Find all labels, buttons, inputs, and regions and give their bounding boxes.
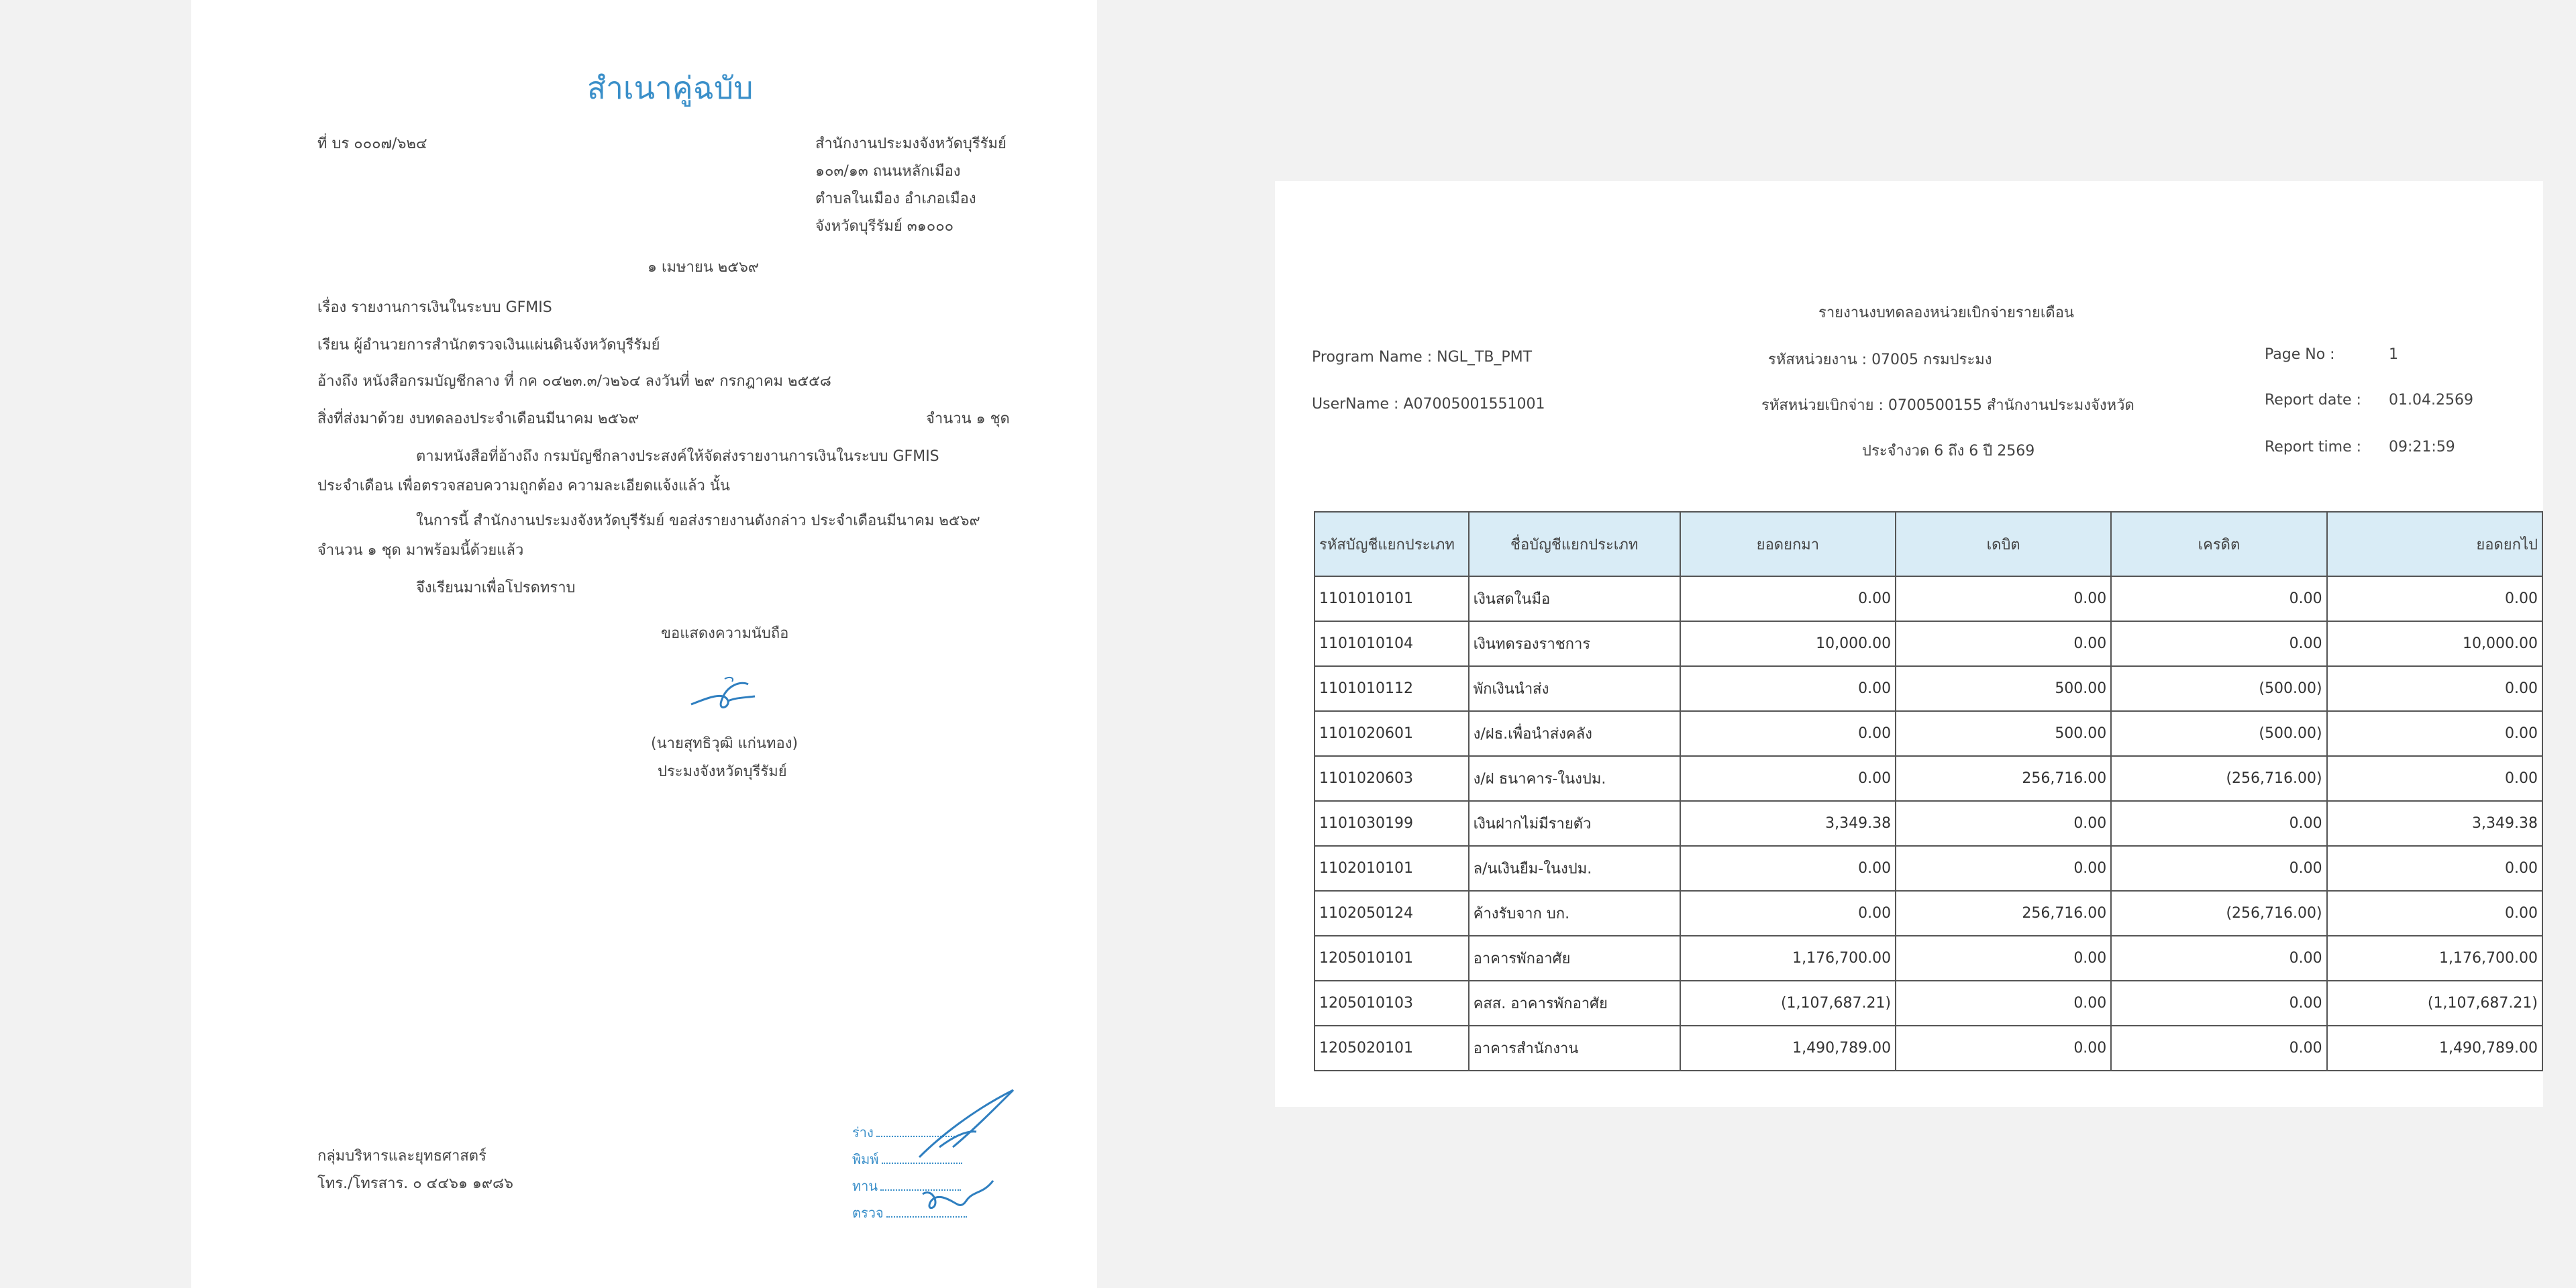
account-code-cell: 1205010101 — [1315, 936, 1469, 981]
table-row — [1315, 621, 2542, 666]
account-name-cell: เงินสดในมือ — [1469, 576, 1680, 621]
credit-cell: 0.00 — [2111, 846, 2326, 891]
doc-number: ที่ บร ๐๐๐๗/๖๒๔ — [317, 136, 427, 152]
credit-cell: 0.00 — [2111, 801, 2326, 846]
page-number: 1 — [2389, 346, 2398, 363]
user-name: UserName : A07005001551001 — [1312, 396, 1545, 413]
closing-balance-cell: 0.00 — [2327, 666, 2542, 711]
opening-balance-cell: 0.00 — [1680, 711, 1896, 756]
ledger-table — [1314, 511, 2543, 1071]
credit-cell: 0.00 — [2111, 981, 2326, 1026]
debit-cell: 256,716.00 — [1896, 891, 2111, 936]
opening-balance-cell: 0.00 — [1680, 666, 1896, 711]
account-code-cell: 1101020603 — [1315, 756, 1469, 801]
account-code-cell: 1101010112 — [1315, 666, 1469, 711]
column-header: เครดิต — [2111, 512, 2326, 576]
closing-balance-cell: (1,107,687.21) — [2327, 981, 2542, 1026]
report-page — [1275, 181, 2543, 1107]
letter-page — [191, 0, 1097, 1288]
body-paragraph-line: จำนวน ๑ ชุด มาพร้อมนี้ด้วยแล้ว — [317, 542, 524, 559]
closing-balance-cell: 0.00 — [2327, 756, 2542, 801]
report-period: ประจำงวด 6 ถึง 6 ปี 2569 — [1862, 443, 2035, 460]
letter-enclosure: สิ่งที่ส่งมาด้วย งบทดลองประจำเดือนมีนาคม ๒๕๖๙ — [317, 411, 639, 427]
closing-balance-cell: 1,176,700.00 — [2327, 936, 2542, 981]
account-code-cell: 1101010104 — [1315, 621, 1469, 666]
body-paragraph-line: ประจำเดือน เพื่อตรวจสอบความถูกต้อง ความละเอียดแจ้งแล้ว นั้น — [317, 478, 730, 494]
table-row — [1315, 936, 2542, 981]
closing-balance-cell: 0.00 — [2327, 711, 2542, 756]
opening-balance-cell: 3,349.38 — [1680, 801, 1896, 846]
program-name: Program Name : NGL_TB_PMT — [1312, 349, 1533, 366]
opening-balance-cell: 10,000.00 — [1680, 621, 1896, 666]
account-code-cell: 1102010101 — [1315, 846, 1469, 891]
table-header-row — [1315, 512, 2542, 576]
opening-balance-cell: 0.00 — [1680, 576, 1896, 621]
sender-address-line: ตำบลในเมือง อำเภอเมือง — [815, 191, 976, 207]
closing-balance-cell: 1,490,789.00 — [2327, 1026, 2542, 1071]
account-name-cell: เงินทดรองราชการ — [1469, 621, 1680, 666]
enclosure-quantity: จำนวน ๑ ชุด — [926, 411, 1010, 427]
credit-cell: 0.00 — [2111, 621, 2326, 666]
signer-position: ประมงจังหวัดบุรีรัมย์ — [658, 763, 787, 780]
account-name-cell: ค้างรับจาก บก. — [1469, 891, 1680, 936]
closing-line: จึงเรียนมาเพื่อโปรดทราบ — [416, 580, 576, 596]
debit-cell: 0.00 — [1896, 621, 2111, 666]
table-row — [1315, 801, 2542, 846]
footer-department: กลุ่มบริหารและยุทธศาสตร์ — [317, 1148, 486, 1165]
debit-cell: 256,716.00 — [1896, 756, 2111, 801]
approval-label: ทาน — [852, 1178, 878, 1194]
account-code-cell: 1102050124 — [1315, 891, 1469, 936]
sender-address-line: ๑๐๓/๑๓ ถนนหลักเมือง — [815, 163, 961, 180]
opening-balance-cell: (1,107,687.21) — [1680, 981, 1896, 1026]
body-paragraph-line: ในการนี้ สำนักงานประมงจังหวัดบุรีรัมย์ ขอส่งรายงานดังกล่าว ประจำเดือนมีนาคม ๒๕๖๙ — [416, 513, 980, 529]
letter-subject: เรื่อง รายงานการเงินในระบบ GFMIS — [317, 299, 552, 316]
account-name-cell: เงินฝากไม่มีรายตัว — [1469, 801, 1680, 846]
closing-balance-cell: 0.00 — [2327, 576, 2542, 621]
account-code-cell: 1205010103 — [1315, 981, 1469, 1026]
credit-cell: (500.00) — [2111, 711, 2326, 756]
sender-address-line: สำนักงานประมงจังหวัดบุรีรัมย์ — [815, 136, 1007, 152]
letter-reference: อ้างถึง หนังสือกรมบัญชีกลาง ที่ กค ๐๔๒๓.๓/ว๒๖๔ ลงวันที่ ๒๙ กรกฎาคม ๒๕๕๘ — [317, 373, 831, 390]
table-row — [1315, 666, 2542, 711]
account-code-cell: 1101020601 — [1315, 711, 1469, 756]
letter-date: ๑ เมษายน ๒๕๖๙ — [648, 259, 759, 276]
letter-heading: สำเนาคู่ฉบับ — [587, 70, 754, 106]
table-row — [1315, 576, 2542, 621]
column-header: ยอดยกมา — [1680, 512, 1896, 576]
credit-cell: (256,716.00) — [2111, 756, 2326, 801]
opening-balance-cell: 0.00 — [1680, 756, 1896, 801]
account-name-cell: ล/นเงินยืม-ในงปม. — [1469, 846, 1680, 891]
account-name-cell: คสส. อาคารพักอาศัย — [1469, 981, 1680, 1026]
signer-name: (นายสุทธิวุฒิ แก่นทอง) — [651, 735, 798, 752]
column-header: รหัสบัญชีแยกประเภท — [1315, 512, 1469, 576]
disbursing-unit: รหัสหน่วยเบิกจ่าย : 0700500155 สำนักงานประมงจังหวัด — [1761, 397, 2134, 414]
approval-label: พิมพ์ — [852, 1151, 879, 1167]
debit-cell: 0.00 — [1896, 981, 2111, 1026]
debit-cell: 0.00 — [1896, 936, 2111, 981]
debit-cell: 0.00 — [1896, 801, 2111, 846]
letter-recipient: เรียน ผู้อำนวยการสำนักตรวจเงินแผ่นดินจังหวัดบุรีรัมย์ — [317, 337, 660, 354]
opening-balance-cell: 1,176,700.00 — [1680, 936, 1896, 981]
table-row — [1315, 981, 2542, 1026]
table-row — [1315, 1026, 2542, 1071]
initials-signature-mark — [913, 1083, 1027, 1164]
column-header: เดบิต — [1896, 512, 2111, 576]
opening-balance-cell: 0.00 — [1680, 891, 1896, 936]
closing-balance-cell: 0.00 — [2327, 891, 2542, 936]
account-code-cell: 1205020101 — [1315, 1026, 1469, 1071]
approval-label: ตรวจ — [852, 1205, 884, 1221]
debit-cell: 500.00 — [1896, 666, 2111, 711]
page-number-label: Page No : — [2265, 346, 2335, 363]
credit-cell: (500.00) — [2111, 666, 2326, 711]
debit-cell: 0.00 — [1896, 846, 2111, 891]
column-header: ชื่อบัญชีแยกประเภท — [1469, 512, 1680, 576]
table-row — [1315, 711, 2542, 756]
account-name-cell: อาคารพักอาศัย — [1469, 936, 1680, 981]
closing-balance-cell: 10,000.00 — [2327, 621, 2542, 666]
debit-cell: 500.00 — [1896, 711, 2111, 756]
table-row — [1315, 846, 2542, 891]
signature-mark — [688, 671, 762, 724]
table-row — [1315, 756, 2542, 801]
account-name-cell: ง/ฝ ธนาคาร-ในงปม. — [1469, 756, 1680, 801]
account-code-cell: 1101030199 — [1315, 801, 1469, 846]
report-date-label: Report date : — [2265, 392, 2361, 409]
report-date: 01.04.2569 — [2389, 392, 2473, 409]
report-time: 09:21:59 — [2389, 439, 2455, 455]
sender-address-line: จังหวัดบุรีรัมย์ ๓๑๐๐๐ — [815, 218, 954, 235]
opening-balance-cell: 0.00 — [1680, 846, 1896, 891]
closing-balance-cell: 3,349.38 — [2327, 801, 2542, 846]
opening-balance-cell: 1,490,789.00 — [1680, 1026, 1896, 1071]
credit-cell: 0.00 — [2111, 1026, 2326, 1071]
approval-label: ร่าง — [852, 1124, 874, 1140]
initials-signature-mark — [919, 1167, 1013, 1228]
account-name-cell: พักเงินนำส่ง — [1469, 666, 1680, 711]
credit-cell: 0.00 — [2111, 936, 2326, 981]
account-name-cell: อาคารสำนักงาน — [1469, 1026, 1680, 1071]
debit-cell: 0.00 — [1896, 576, 2111, 621]
account-name-cell: ง/ฝธ.เพื่อนำส่งคลัง — [1469, 711, 1680, 756]
debit-cell: 0.00 — [1896, 1026, 2111, 1071]
agency-code: รหัสหน่วยงาน : 07005 กรมประมง — [1768, 352, 1992, 368]
body-paragraph-line: ตามหนังสือที่อ้างถึง กรมบัญชีกลางประสงค์ให้จัดส่งรายงานการเงินในระบบ GFMIS — [416, 448, 939, 465]
account-code-cell: 1101010101 — [1315, 576, 1469, 621]
table-row — [1315, 891, 2542, 936]
footer-phone: โทร./โทรสาร. ๐ ๔๔๖๑ ๑๙๘๖ — [317, 1175, 513, 1192]
credit-cell: 0.00 — [2111, 576, 2326, 621]
ledger-table-body — [1315, 576, 2542, 1071]
column-header: ยอดยกไป — [2327, 512, 2542, 576]
report-time-label: Report time : — [2265, 439, 2362, 455]
report-title: รายงานงบทดลองหน่วยเบิกจ่ายรายเดือน — [1818, 305, 2074, 321]
credit-cell: (256,716.00) — [2111, 891, 2326, 936]
closing-balance-cell: 0.00 — [2327, 846, 2542, 891]
salutation: ขอแสดงความนับถือ — [661, 625, 789, 642]
